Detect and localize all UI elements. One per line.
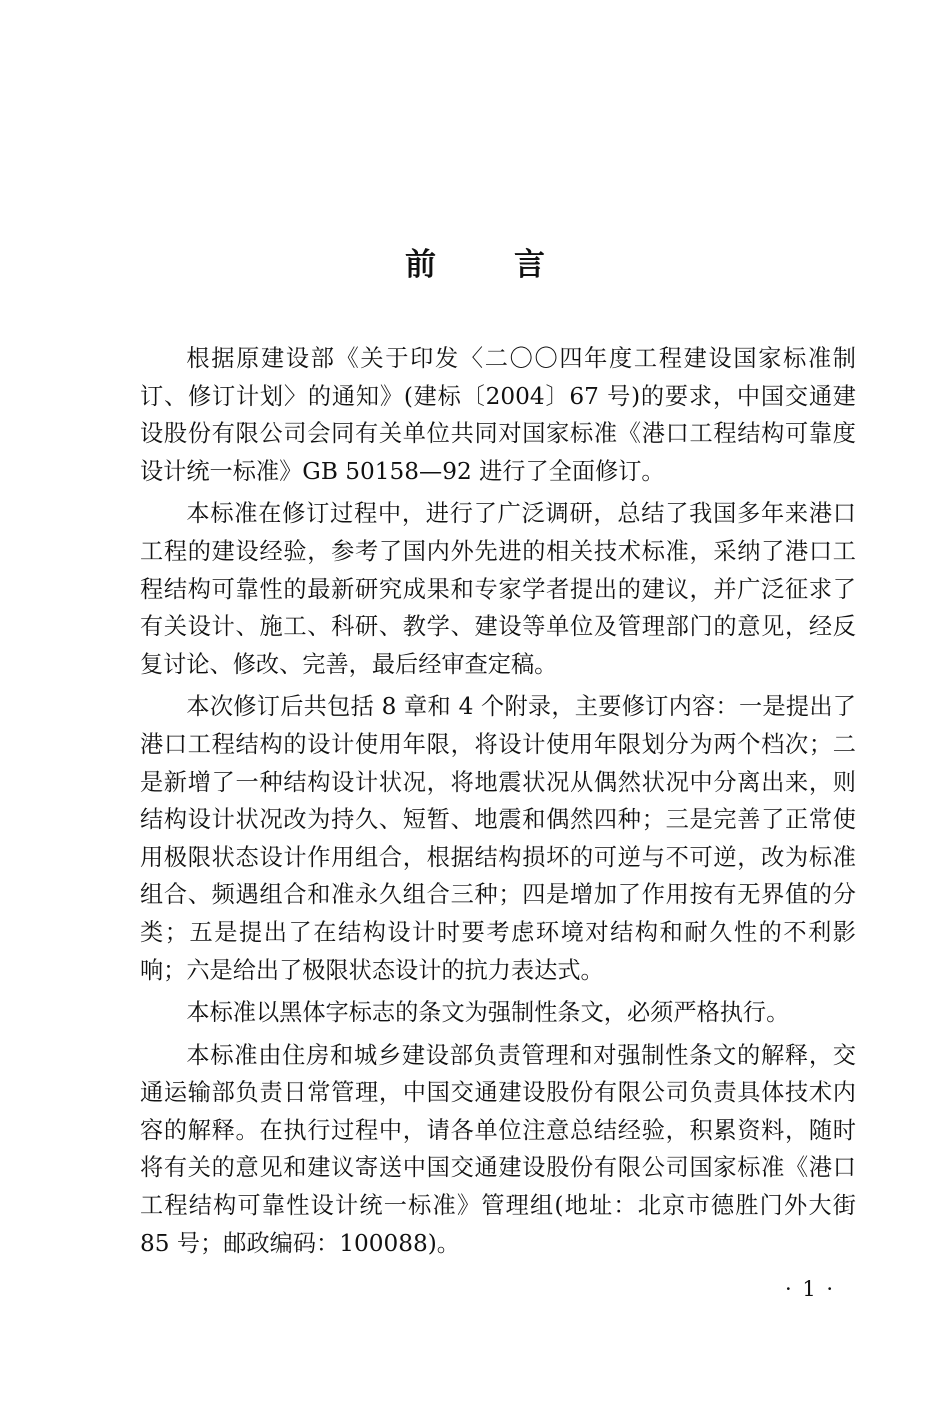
page-number: · 1 · — [784, 1277, 836, 1301]
paragraph-mandatory-clauses: 本标准以黑体字标志的条文为强制性条文，必须严格执行。 — [186, 999, 790, 1027]
paragraph-management-contact: 本标准由住房和城乡建设部负责管理和对强制性条文的解释，交通运输部负责日常管理，中国交通建设股份有限公司负责具体技术内容的解释。在执行过程中，请各单位注意总结经验，积累资料，随时将有关的意见和建议寄送中国交通建设股份有限公司国家标准《港口工程结构可靠性设计统一标准》管理组(地址：北京市德胜门外大街 85 号；邮政编码：100088)。 — [140, 1041, 856, 1257]
paragraph-revision-basis: 根据原建设部《关于印发〈二〇〇四年度工程建设国家标准制订、修订计划〉的通知》(建标〔2004〕67 号)的要求，中国交通建设股份有限公司会同有关单位共同对国家标准《港口工程结构可靠度设计统一标准》GB 50158—92 进行了全面修订。 — [140, 345, 856, 485]
preface-body — [140, 340, 856, 1267]
paragraph-revision-process: 本标准在修订过程中，进行了广泛调研，总结了我国多年来港口工程的建设经验，参考了国内外先进的相关技术标准，采纳了港口工程结构可靠性的最新研究成果和专家学者提出的建议，并广泛征求了有关设计、施工、科研、教学、建设等单位及管理部门的意见，经反复讨论、修改、完善，最后经审查定稿。 — [140, 500, 856, 678]
paragraph-revision-content: 本次修订后共包括 8 章和 4 个附录，主要修订内容：一是提出了港口工程结构的设计使用年限，将设计使用年限划分为两个档次；二是新增了一种结构设计状况，将地震状况从偶然状况中分离出来，则结构设计状况改为持久、短暂、地震和偶然四种；三是完善了正常使用极限状态设计作用组合，根据结构损坏的可逆与不可逆，改为标准组合、频遇组合和准永久组合三种；四是增加了作用按有无界值的分类；五是提出了在结构设计时要考虑环境对结构和耐久性的不利影响；六是给出了极限状态设计的抗力表达式。 — [140, 693, 856, 984]
page-title: 前言 — [405, 246, 623, 283]
